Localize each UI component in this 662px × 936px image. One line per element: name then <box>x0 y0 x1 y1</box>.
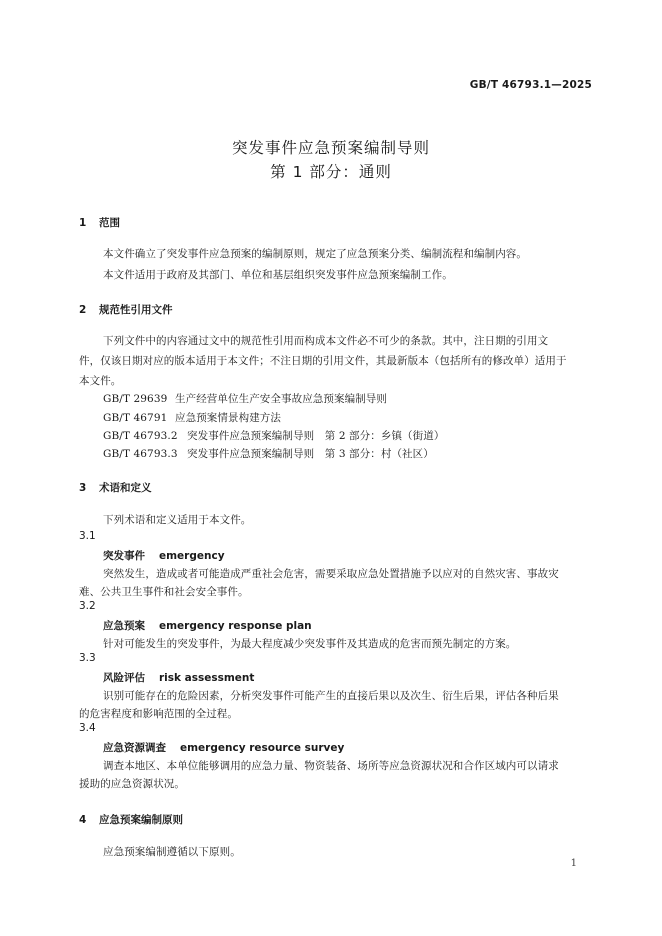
section-number: 3 <box>79 482 87 494</box>
page-number: 1 <box>570 858 577 869</box>
term-definition: 识别可能存在的危险因素，分析突发事件可能产生的直接后果以及次生、衍生后果，评估各种后果 <box>103 690 559 702</box>
reference-item <box>103 410 281 425</box>
reference-item <box>103 391 387 406</box>
document-title: 突发事件应急预案编制导则 <box>231 139 430 157</box>
reference-item <box>103 446 434 461</box>
term-definition: 针对可能发生的突发事件，为最大程度减少突发事件及其造成的危害而预先制定的方案。 <box>103 638 517 650</box>
section-number: 1 <box>79 217 87 229</box>
term-number: 3.4 <box>79 722 96 734</box>
paragraph: 下列文件中的内容通过文中的规范性引用而构成本文件必不可少的条款。其中，注日期的引用文 <box>103 335 549 347</box>
term-number: 3.1 <box>79 530 96 542</box>
term-definition-continuation: 难、公共卫生事件和社会安全事件。 <box>79 586 249 598</box>
reference-title: 突发事件应急预案编制导则 第 3 部分：村（社区） <box>187 448 434 460</box>
term-english: risk assessment <box>159 672 255 684</box>
paragraph: 应急预案编制遵循以下原则。 <box>103 846 241 858</box>
section-title: 规范性引用文件 <box>99 304 173 316</box>
term-entry <box>103 670 254 685</box>
term-entry <box>103 618 312 633</box>
term-entry <box>103 548 225 563</box>
reference-title: 应急预案情景构建方法 <box>175 412 281 424</box>
term-english: emergency resource survey <box>180 742 345 754</box>
term-english: emergency <box>159 550 225 562</box>
reference-code: GB/T 46793.3 <box>103 448 178 460</box>
section-heading-scope <box>79 215 120 230</box>
term-definition-continuation: 的危害程度和影响范围的全过程。 <box>79 708 238 720</box>
term-definition-continuation: 援助的应急资源状况。 <box>79 778 185 790</box>
paragraph-continuation: 件，仅该日期对应的版本适用于本文件；不注日期的引用文件，其最新版本（包括所有的修改单）适用于 <box>79 355 567 367</box>
standard-number: GB/T 46793.1—2025 <box>469 79 592 91</box>
term-chinese: 应急预案 <box>103 620 145 632</box>
paragraph: 本文件确立了突发事件应急预案的编制原则，规定了应急预案分类、编制流程和编制内容。 <box>103 248 527 260</box>
reference-code: GB/T 29639 <box>103 393 168 405</box>
section-heading-preparation-principles <box>79 812 183 827</box>
section-heading-terms-and-definitions <box>79 480 152 495</box>
document-subtitle: 第 1 部分：通则 <box>270 163 392 181</box>
section-number: 2 <box>79 304 87 316</box>
paragraph-continuation: 本文件。 <box>79 375 122 387</box>
section-title: 应急预案编制原则 <box>99 814 183 826</box>
term-chinese: 应急资源调查 <box>103 742 166 754</box>
section-number: 4 <box>79 814 87 826</box>
paragraph: 本文件适用于政府及其部门、单位和基层组织突发事件应急预案编制工作。 <box>103 269 453 281</box>
section-heading-normative-references <box>79 302 173 317</box>
term-english: emergency response plan <box>159 620 312 632</box>
reference-code: GB/T 46791 <box>103 412 168 424</box>
term-definition: 调查本地区、本单位能够调用的应急力量、物资装备、场所等应急资源状况和合作区域内可以请求 <box>103 760 559 772</box>
term-definition: 突然发生，造成或者可能造成严重社会危害，需要采取应急处置措施予以应对的自然灾害、事故灾 <box>103 568 559 580</box>
term-entry <box>103 740 344 755</box>
reference-title: 生产经营单位生产安全事故应急预案编制导则 <box>175 393 387 405</box>
term-chinese: 风险评估 <box>103 672 145 684</box>
paragraph: 下列术语和定义适用于本文件。 <box>103 514 252 526</box>
reference-title: 突发事件应急预案编制导则 第 2 部分：乡镇（街道） <box>187 430 445 442</box>
term-number: 3.3 <box>79 652 96 664</box>
term-chinese: 突发事件 <box>103 550 145 562</box>
section-title: 术语和定义 <box>99 482 152 494</box>
term-number: 3.2 <box>79 600 96 612</box>
reference-item <box>103 428 444 443</box>
reference-code: GB/T 46793.2 <box>103 430 178 442</box>
section-title: 范围 <box>99 217 120 229</box>
